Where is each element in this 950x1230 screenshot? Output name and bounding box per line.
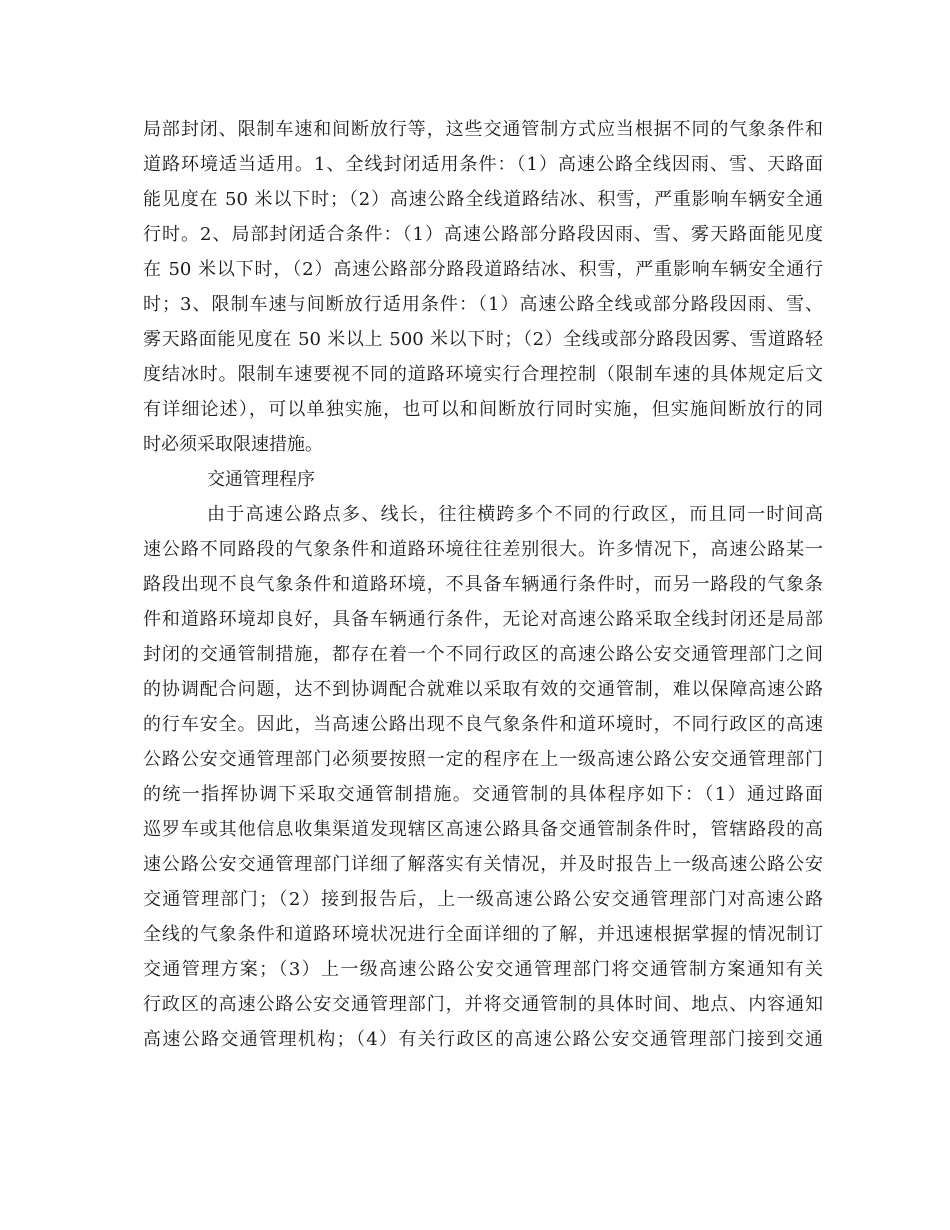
paragraph-traffic-control-conditions (143, 112, 823, 462)
text-line: 雾天路面能见度在 50 米以上 500 米以下时；（2）全线或部分路段因雾、雪道路轻 (143, 329, 823, 350)
text-line: 的协调配合问题，达不到协调配合就难以采取有效的交通管制，难以保障高速公路 (143, 679, 823, 700)
text-line: 速公路公安交通管理部门详细了解落实有关情况，并及时报告上一级高速公路公安 (143, 854, 823, 875)
text-line: 交通管理方案；（3）上一级高速公路公安交通管理部门将交通管制方案通知有关 (143, 959, 823, 980)
text-line: 有详细论述），可以单独实施，也可以和间断放行同时实施，但实施间断放行的同 (143, 399, 823, 420)
text-line: 公路公安交通管理部门必须要按照一定的程序在上一级高速公路公安交通管理部门 (143, 749, 823, 770)
text-line: 件和道路环境却良好，具备车辆通行条件，无论对高速公路采取全线封闭还是局部 (143, 609, 823, 630)
text-line: 时必须采取限速措施。 (143, 434, 323, 455)
text-line: 巡罗车或其他信息收集渠道发现辖区高速公路具备交通管制条件时，管辖路段的高 (143, 819, 823, 840)
text-line: 由于高速公路点多、线长，往往横跨多个不同的行政区，而且同一时间高 (207, 504, 823, 525)
document-body (143, 112, 823, 1057)
text-line: 速公路不同路段的气象条件和道路环境往往差别很大。许多情况下，高速公路某一 (143, 539, 823, 560)
text-line: 道路环境适当适用。1、全线封闭适用条件：（1）高速公路全线因雨、雪、天路面 (143, 154, 823, 175)
section-heading: 交通管理程序 (207, 469, 315, 490)
text-line: 局部封闭、限制车速和间断放行等，这些交通管制方式应当根据不同的气象条件和 (143, 119, 823, 140)
text-line: 交通管理部门；（2）接到报告后，上一级高速公路公安交通管理部门对高速公路 (143, 889, 823, 910)
paragraph-traffic-management-procedure (143, 497, 823, 1057)
text-line: 行时。2、局部封闭适合条件：（1）高速公路部分路段因雨、雪、雾天路面能见度 (143, 224, 823, 245)
text-line: 能见度在 50 米以下时；（2）高速公路全线道路结冰、积雪，严重影响车辆安全通 (143, 189, 823, 210)
text-line: 全线的气象条件和道路环境状况进行全面详细的了解，并迅速根据掌握的情况制订 (143, 924, 823, 945)
text-line: 在 50 米以下时，（2）高速公路部分路段道路结冰、积雪，严重影响车辆安全通行 (143, 259, 823, 280)
text-line: 时；3、限制车速与间断放行适用条件：（1）高速公路全线或部分路段因雨、雪、 (143, 294, 823, 315)
text-line: 行政区的高速公路公安交通管理部门，并将交通管制的具体时间、地点、内容通知 (143, 994, 823, 1015)
text-line: 的统一指挥协调下采取交通管制措施。交通管制的具体程序如下：（1）通过路面 (143, 784, 823, 805)
text-line: 的行车安全。因此，当高速公路出现不良气象条件和道环境时，不同行政区的高速 (143, 714, 823, 735)
text-line: 封闭的交通管制措施，都存在着一个不同行政区的高速公路公安交通管理部门之间 (143, 644, 823, 665)
text-line: 度结冰时。限制车速要视不同的道路环境实行合理控制（限制车速的具体规定后文 (143, 364, 823, 385)
text-line: 路段出现不良气象条件和道路环境，不具备车辆通行条件时，而另一路段的气象条 (143, 574, 823, 595)
text-line: 高速公路交通管理机构；（4）有关行政区的高速公路公安交通管理部门接到交通 (143, 1029, 823, 1050)
